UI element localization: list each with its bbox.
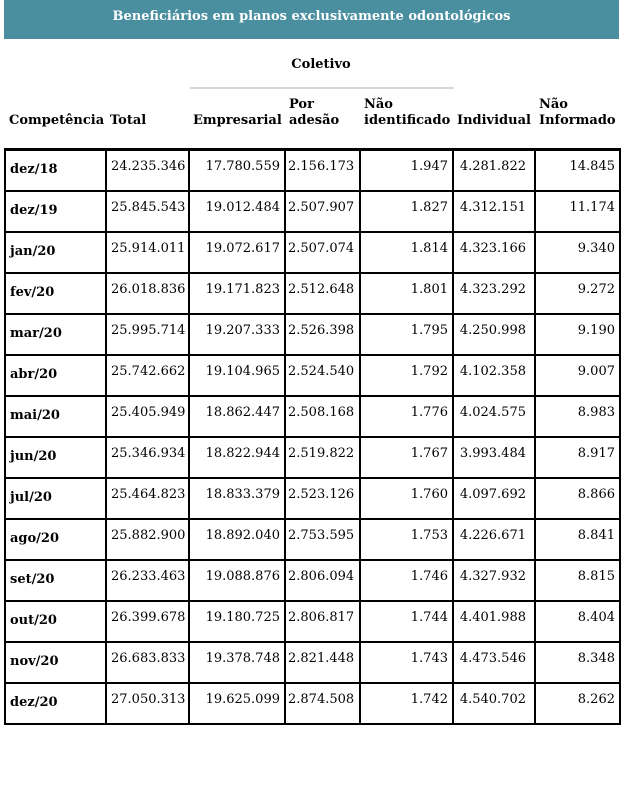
cell-individual: 4.024.575 (453, 396, 535, 437)
table-row (5, 601, 620, 642)
cell-nao-informado: 8.917 (535, 437, 620, 478)
cell-total: 26.018.836 (106, 273, 189, 314)
cell-total: 25.995.714 (106, 314, 189, 355)
cell-nao-informado: 9.340 (535, 232, 620, 273)
cell-nao-informado: 8.262 (535, 683, 620, 724)
beneficiaries-table (4, 41, 621, 725)
cell-nao-identificado: 1.767 (360, 437, 453, 478)
cell-total: 24.235.346 (106, 150, 189, 191)
cell-por-adesao: 2.512.648 (285, 273, 360, 314)
cell-empresarial: 19.207.333 (189, 314, 285, 355)
header-total: Total (106, 42, 189, 150)
cell-individual: 4.312.151 (453, 191, 535, 232)
cell-nao-identificado: 1.827 (360, 191, 453, 232)
cell-individual: 4.102.358 (453, 355, 535, 396)
table-row (5, 355, 620, 396)
table-row (5, 232, 620, 273)
cell-competencia: set/20 (5, 560, 106, 601)
cell-individual: 4.327.932 (453, 560, 535, 601)
header-individual: Individual (453, 42, 535, 150)
cell-individual: 4.281.822 (453, 150, 535, 191)
cell-por-adesao: 2.806.094 (285, 560, 360, 601)
cell-por-adesao: 2.508.168 (285, 396, 360, 437)
cell-empresarial: 19.378.748 (189, 642, 285, 683)
cell-por-adesao: 2.519.822 (285, 437, 360, 478)
cell-nao-informado: 9.190 (535, 314, 620, 355)
cell-por-adesao: 2.523.126 (285, 478, 360, 519)
cell-nao-informado: 11.174 (535, 191, 620, 232)
table-row (5, 273, 620, 314)
cell-individual: 4.473.546 (453, 642, 535, 683)
cell-total: 25.845.543 (106, 191, 189, 232)
cell-por-adesao: 2.821.448 (285, 642, 360, 683)
cell-nao-identificado: 1.742 (360, 683, 453, 724)
cell-por-adesao: 2.156.173 (285, 150, 360, 191)
cell-competencia: jul/20 (5, 478, 106, 519)
cell-por-adesao: 2.507.074 (285, 232, 360, 273)
cell-nao-informado: 8.866 (535, 478, 620, 519)
table-title: Beneficiários em planos exclusivamente odontológicos (4, 0, 619, 41)
cell-total: 25.882.900 (106, 519, 189, 560)
cell-empresarial: 19.104.965 (189, 355, 285, 396)
cell-total: 26.683.833 (106, 642, 189, 683)
cell-empresarial: 19.625.099 (189, 683, 285, 724)
table-row (5, 519, 620, 560)
cell-nao-identificado: 1.743 (360, 642, 453, 683)
cell-individual: 4.226.671 (453, 519, 535, 560)
table-row (5, 191, 620, 232)
cell-nao-informado: 9.007 (535, 355, 620, 396)
cell-empresarial: 18.822.944 (189, 437, 285, 478)
cell-empresarial: 19.171.823 (189, 273, 285, 314)
cell-empresarial: 17.780.559 (189, 150, 285, 191)
header-coletivo: Coletivo (189, 42, 453, 88)
cell-total: 25.405.949 (106, 396, 189, 437)
cell-individual: 4.401.988 (453, 601, 535, 642)
cell-total: 25.742.662 (106, 355, 189, 396)
cell-competencia: dez/19 (5, 191, 106, 232)
cell-empresarial: 19.012.484 (189, 191, 285, 232)
cell-nao-informado: 9.272 (535, 273, 620, 314)
cell-competencia: jun/20 (5, 437, 106, 478)
header-nao-identificado: Não identificado (360, 88, 453, 150)
cell-empresarial: 19.088.876 (189, 560, 285, 601)
cell-nao-informado: 8.815 (535, 560, 620, 601)
cell-nao-identificado: 1.746 (360, 560, 453, 601)
cell-individual: 4.323.292 (453, 273, 535, 314)
cell-competencia: nov/20 (5, 642, 106, 683)
cell-por-adesao: 2.753.595 (285, 519, 360, 560)
cell-competencia: mar/20 (5, 314, 106, 355)
cell-individual: 3.993.484 (453, 437, 535, 478)
cell-empresarial: 19.180.725 (189, 601, 285, 642)
header-empresarial: Empresarial (189, 88, 285, 150)
cell-nao-identificado: 1.760 (360, 478, 453, 519)
table-row (5, 396, 620, 437)
cell-nao-identificado: 1.814 (360, 232, 453, 273)
cell-empresarial: 18.833.379 (189, 478, 285, 519)
cell-competencia: mai/20 (5, 396, 106, 437)
cell-total: 25.346.934 (106, 437, 189, 478)
cell-competencia: ago/20 (5, 519, 106, 560)
cell-competencia: fev/20 (5, 273, 106, 314)
table-row (5, 560, 620, 601)
cell-individual: 4.097.692 (453, 478, 535, 519)
header-nao-informado: Não Informado (535, 42, 620, 150)
table-row (5, 314, 620, 355)
cell-individual: 4.540.702 (453, 683, 535, 724)
cell-competencia: dez/18 (5, 150, 106, 191)
cell-nao-informado: 14.845 (535, 150, 620, 191)
cell-por-adesao: 2.874.508 (285, 683, 360, 724)
cell-empresarial: 18.862.447 (189, 396, 285, 437)
table-row (5, 683, 620, 724)
cell-nao-identificado: 1.744 (360, 601, 453, 642)
cell-empresarial: 18.892.040 (189, 519, 285, 560)
cell-competencia: jan/20 (5, 232, 106, 273)
cell-competencia: abr/20 (5, 355, 106, 396)
table-body (5, 150, 620, 724)
cell-nao-identificado: 1.792 (360, 355, 453, 396)
table-row (5, 150, 620, 191)
cell-total: 25.914.011 (106, 232, 189, 273)
cell-total: 25.464.823 (106, 478, 189, 519)
table-row (5, 478, 620, 519)
cell-individual: 4.323.166 (453, 232, 535, 273)
cell-nao-identificado: 1.753 (360, 519, 453, 560)
cell-competencia: out/20 (5, 601, 106, 642)
cell-nao-identificado: 1.947 (360, 150, 453, 191)
cell-nao-identificado: 1.795 (360, 314, 453, 355)
cell-total: 26.399.678 (106, 601, 189, 642)
cell-total: 26.233.463 (106, 560, 189, 601)
cell-nao-identificado: 1.801 (360, 273, 453, 314)
cell-nao-informado: 8.841 (535, 519, 620, 560)
table-header (5, 42, 620, 150)
table-row (5, 437, 620, 478)
cell-individual: 4.250.998 (453, 314, 535, 355)
cell-nao-identificado: 1.776 (360, 396, 453, 437)
cell-nao-informado: 8.983 (535, 396, 620, 437)
table-row (5, 642, 620, 683)
cell-total: 27.050.313 (106, 683, 189, 724)
header-por-adesao: Por adesão (285, 88, 360, 150)
cell-por-adesao: 2.507.907 (285, 191, 360, 232)
cell-competencia: dez/20 (5, 683, 106, 724)
cell-nao-informado: 8.348 (535, 642, 620, 683)
cell-por-adesao: 2.524.540 (285, 355, 360, 396)
cell-empresarial: 19.072.617 (189, 232, 285, 273)
cell-por-adesao: 2.526.398 (285, 314, 360, 355)
cell-por-adesao: 2.806.817 (285, 601, 360, 642)
header-competencia: Competência (5, 42, 106, 150)
cell-nao-informado: 8.404 (535, 601, 620, 642)
